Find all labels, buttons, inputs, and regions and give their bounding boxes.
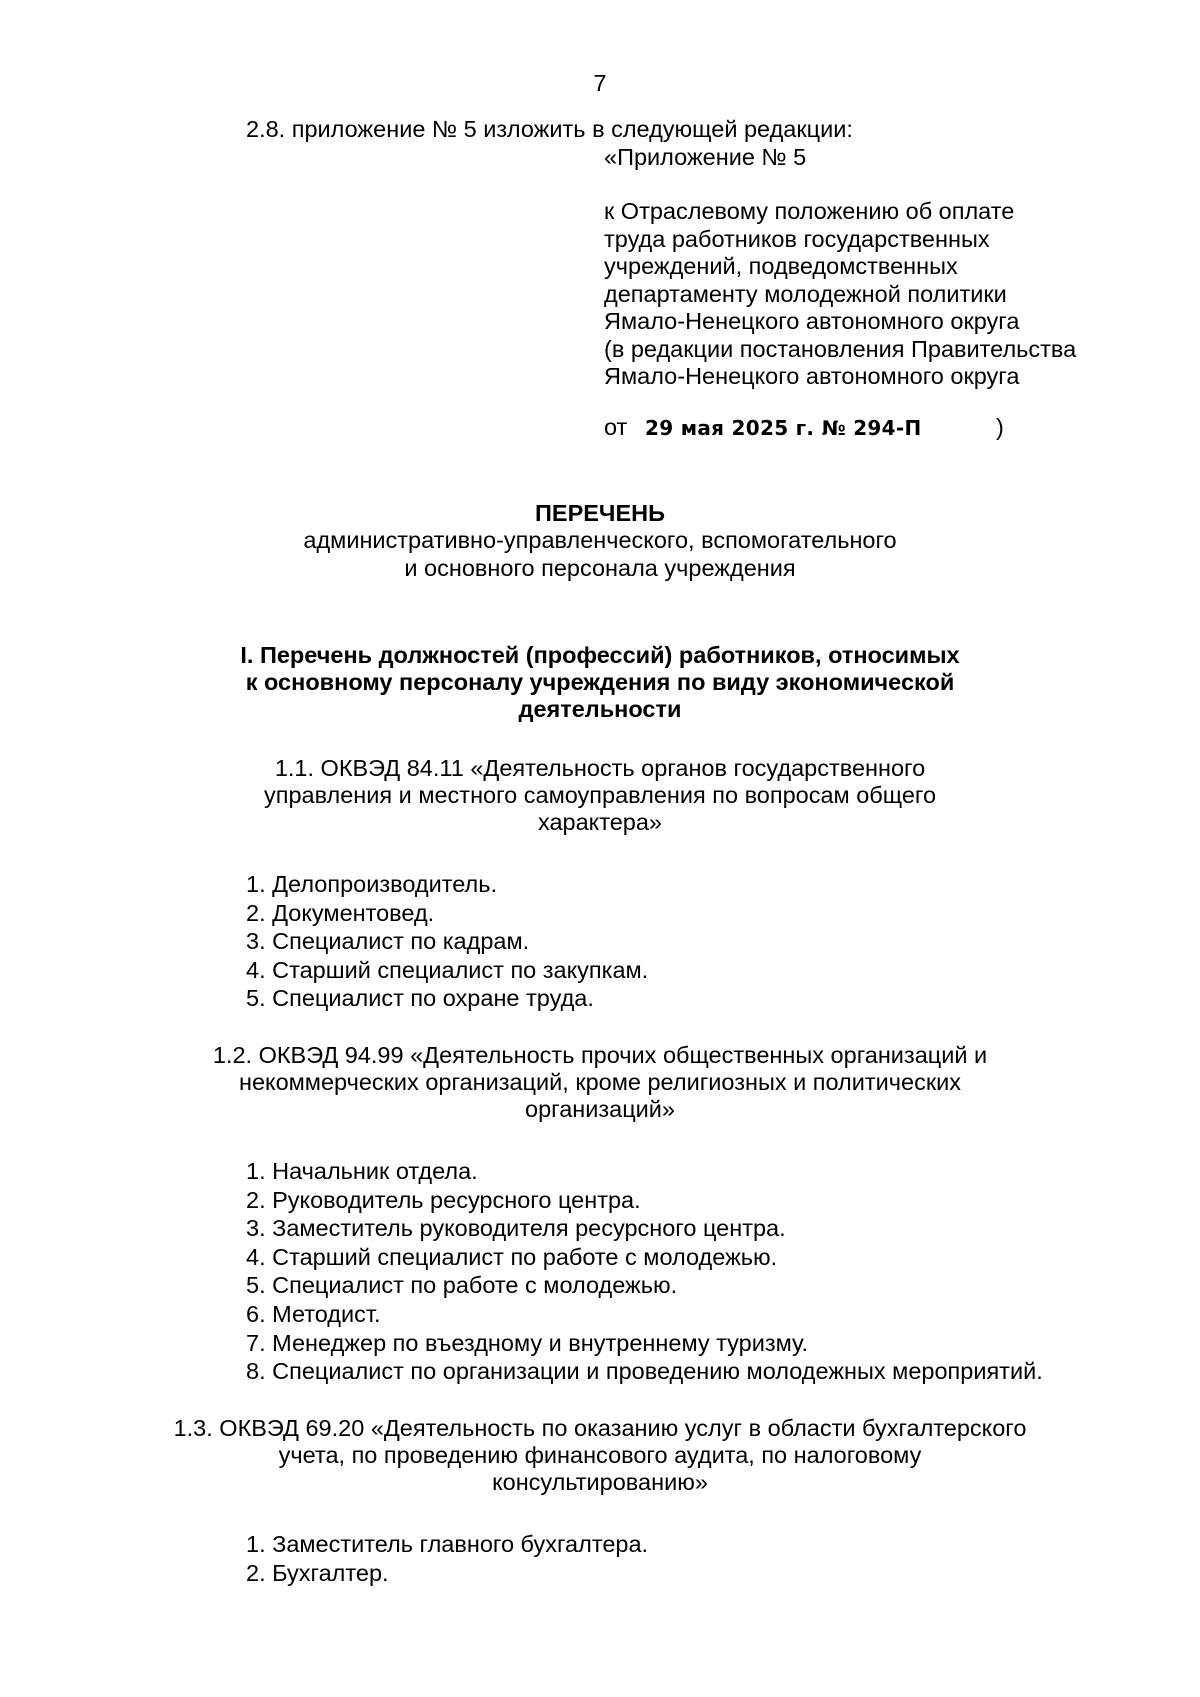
list-item: 2. Бухгалтер. [246, 1559, 389, 1586]
list-item: 6. Методист. [246, 1300, 381, 1327]
list-item: 3. Специалист по кадрам. [246, 928, 530, 955]
section-heading-line: деятельности [518, 696, 682, 722]
list-item: 1. Заместитель главного бухгалтера. [246, 1531, 649, 1557]
subsection-heading-line: организаций» [525, 1096, 675, 1122]
amendment-line: 2.8. приложение № 5 изложить в следующей редакции: [246, 116, 853, 142]
list-item: 1. Начальник отдела. [246, 1158, 478, 1184]
subsection-heading-line: 1.3. ОКВЭД 69.20 «Деятельность по оказанию услуг в области бухгалтерского [173, 1415, 1027, 1441]
appendix-line: (в редакции постановления Правительства [604, 335, 1077, 362]
appendix-body [604, 198, 1076, 391]
subsection-heading-line: некоммерческих организаций, кроме религиозных и политических [238, 1069, 962, 1095]
list-item: 4. Старший специалист по работе с молодежью. [246, 1243, 778, 1270]
subsection-heading [0, 1042, 1200, 1123]
document-subtitle-line: административно-управленческого, вспомогательного [303, 527, 897, 553]
position-list [246, 1157, 1043, 1386]
appendix-line: департаменту молодежной политики [604, 280, 1007, 307]
list-item: 5. Специалист по работе с молодежью. [246, 1272, 678, 1299]
list-item: 1. Делопроизводитель. [246, 871, 498, 897]
appendix-date-suffix: ) [996, 414, 1004, 440]
list-item: 2. Документовед. [246, 899, 435, 926]
list-item: 2. Руководитель ресурсного центра. [246, 1186, 641, 1213]
list-item: 7. Менеджер по въездному и внутреннему туризму. [246, 1329, 808, 1356]
list-item: 8. Специалист по организации и проведению молодежных мероприятий. [246, 1358, 1043, 1385]
appendix-line: к Отраслевому положению об оплате [604, 198, 1015, 224]
subsection-heading-line: характера» [537, 809, 663, 835]
document-title: ПЕРЕЧЕНЬ [535, 500, 665, 526]
section-heading [0, 642, 1200, 723]
subsection-heading-line: управления и местного самоуправления по вопросам общего [263, 782, 937, 808]
subsection-heading-line: 1.2. ОКВЭД 94.99 «Деятельность прочих общественных организаций и [212, 1042, 988, 1068]
appendix-line: учреждений, подведомственных [604, 253, 958, 279]
appendix-line: Ямало-Ненецкого автономного округа [604, 308, 1020, 334]
subsection-heading [0, 755, 1200, 836]
appendix-line: труда работников государственных [604, 225, 990, 252]
page-number: 7 [593, 70, 607, 96]
subsection-heading-line: 1.1. ОКВЭД 84.11 «Деятельность органов государственного [274, 755, 926, 781]
subsection-heading [0, 1415, 1200, 1496]
appendix-title: «Приложение № 5 [604, 144, 807, 170]
section-heading-line: I. Перечень должностей (профессий) работников, относимых [240, 642, 960, 668]
document-subtitle-line: и основного персонала учреждения [404, 555, 796, 581]
appendix-date-stamp: 29 мая 2025 г. № 294-П [645, 416, 922, 440]
list-item: 4. Старший специалист по закупкам. [246, 956, 649, 983]
appendix-date-prefix: от [604, 414, 628, 440]
section-heading-line: к основному персоналу учреждения по виду экономической [245, 669, 955, 695]
subsection-heading-line: консультированию» [492, 1469, 708, 1495]
appendix-line: Ямало-Ненецкого автономного округа [604, 363, 1020, 389]
subsection-heading-line: учета, по проведению финансового аудита, по налоговому [278, 1442, 922, 1468]
list-item: 5. Специалист по охране труда. [246, 985, 594, 1012]
position-list [246, 1530, 648, 1587]
position-list [246, 870, 648, 1013]
list-item: 3. Заместитель руководителя ресурсного центра. [246, 1215, 786, 1242]
